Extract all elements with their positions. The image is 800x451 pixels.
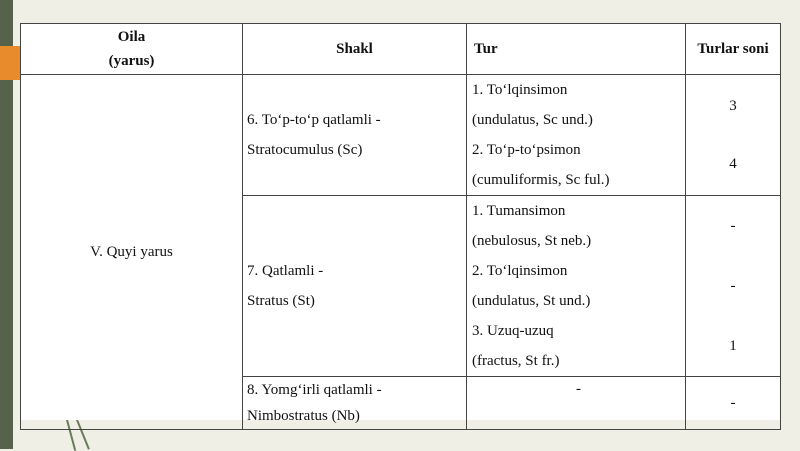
orange-accent-tab xyxy=(0,46,20,80)
tur-cell xyxy=(467,377,686,430)
header-oila xyxy=(21,24,243,75)
shakl-line: Stratus (St) xyxy=(247,293,315,309)
header-tur: Tur xyxy=(467,24,686,75)
header-oila-line2: (yarus) xyxy=(108,53,155,69)
tur-line: 2. To‘p-to‘psimon xyxy=(472,142,581,158)
header-turlar-soni: Turlar soni xyxy=(686,24,781,75)
cloud-classification-table xyxy=(20,23,781,430)
header-row xyxy=(21,24,781,75)
soni-value: - xyxy=(730,278,736,294)
shakl-line: 8. Yomg‘irli qatlamli - xyxy=(247,382,382,398)
shakl-line: 6. To‘p-to‘p qatlamli - xyxy=(247,112,381,128)
soni-cell xyxy=(686,75,781,196)
tur-line: (nebulosus, St neb.) xyxy=(472,233,592,249)
header-oila-line1: Oila xyxy=(117,29,146,45)
shakl-cell xyxy=(243,377,467,430)
soni-value: - xyxy=(730,218,736,234)
shakl-cell xyxy=(243,75,467,196)
shakl-cell xyxy=(243,196,467,377)
tur-cell xyxy=(467,196,686,377)
header-shakl: Shakl xyxy=(243,24,467,75)
shakl-line: Stratocumulus (Sc) xyxy=(247,142,363,158)
shakl-line: 7. Qatlamli - xyxy=(247,263,324,279)
tur-line: (undulatus, St und.) xyxy=(472,293,591,309)
tur-line: (undulatus, Sc und.) xyxy=(472,112,593,128)
tur-line: 1. Tumansimon xyxy=(472,203,566,219)
table-row xyxy=(21,75,781,196)
shakl-line: Nimbostratus (Nb) xyxy=(247,408,360,424)
tur-line: (fractus, St fr.) xyxy=(472,353,560,369)
tur-line: 1. To‘lqinsimon xyxy=(472,82,568,98)
soni-value: 4 xyxy=(729,156,737,172)
oila-cell: V. Quyi yarus xyxy=(21,75,243,430)
soni-cell: - xyxy=(686,377,781,430)
soni-value: 1 xyxy=(729,338,737,354)
tur-line: 2. To‘lqinsimon xyxy=(472,263,568,279)
tur-cell xyxy=(467,75,686,196)
tur-line: - xyxy=(576,381,581,397)
tur-line: (cumuliformis, Sc ful.) xyxy=(472,172,610,188)
soni-value: 3 xyxy=(729,98,737,114)
soni-cell xyxy=(686,196,781,377)
tur-line: 3. Uzuq-uzuq xyxy=(472,323,554,339)
